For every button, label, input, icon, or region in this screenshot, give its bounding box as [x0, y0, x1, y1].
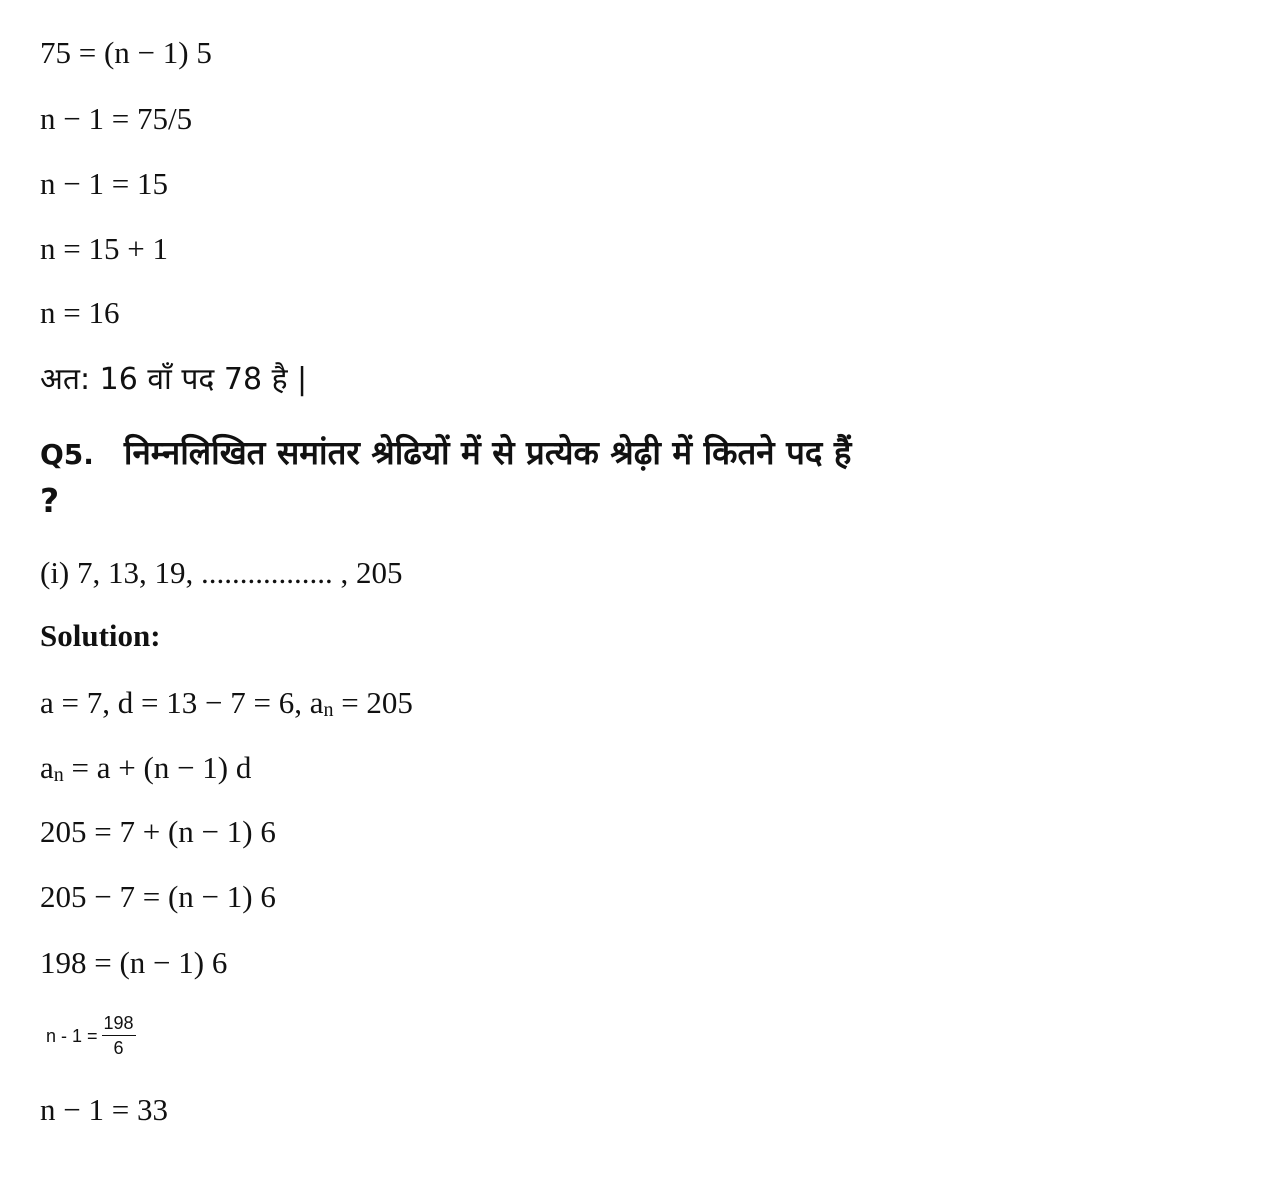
formula-prefix: a: [40, 750, 54, 785]
subscript: n: [53, 764, 64, 786]
equation-line: n = 16: [40, 295, 120, 330]
given-prefix: a = 7, d = 13 − 7 = 6, a: [40, 685, 324, 720]
question-part-i: (i) 7, 13, 19, ................. , 205: [40, 555, 403, 590]
fraction-denominator: 6: [113, 1038, 124, 1058]
equation-line: 198 = (n − 1) 6: [40, 945, 228, 980]
conclusion-text: अत: 16 वाँ पद 78 है |: [40, 362, 308, 397]
given-values: [40, 683, 413, 730]
equation-line: n − 1 = 15: [40, 166, 168, 201]
question-text: निम्नलिखित समांतर श्रेढियों में से प्रत्येक श्रेढ़ी में कितने पद हैं ?: [40, 433, 852, 520]
fraction: [102, 1012, 136, 1059]
given-suffix: = 205: [333, 685, 413, 720]
formula-line: [40, 748, 251, 795]
question-heading: [40, 430, 860, 524]
formula-suffix: = a + (n − 1) d: [63, 750, 252, 785]
equation-line: n = 15 + 1: [40, 231, 168, 266]
equation-line: n − 1 = 75/5: [40, 101, 193, 136]
fraction-equation: [46, 1012, 136, 1059]
equation-line: 205 − 7 = (n − 1) 6: [40, 879, 276, 914]
equation-line: 75 = (n − 1) 5: [40, 35, 212, 70]
question-number: Q5.: [40, 438, 94, 471]
solution-label: Solution:: [40, 618, 161, 653]
fraction-numerator: 198: [102, 1012, 136, 1036]
equation-line: n − 1 = 33: [40, 1092, 168, 1127]
fraction-lhs: n - 1 =: [46, 1025, 98, 1046]
subscript: n: [323, 699, 334, 721]
equation-line: 205 = 7 + (n − 1) 6: [40, 814, 276, 849]
